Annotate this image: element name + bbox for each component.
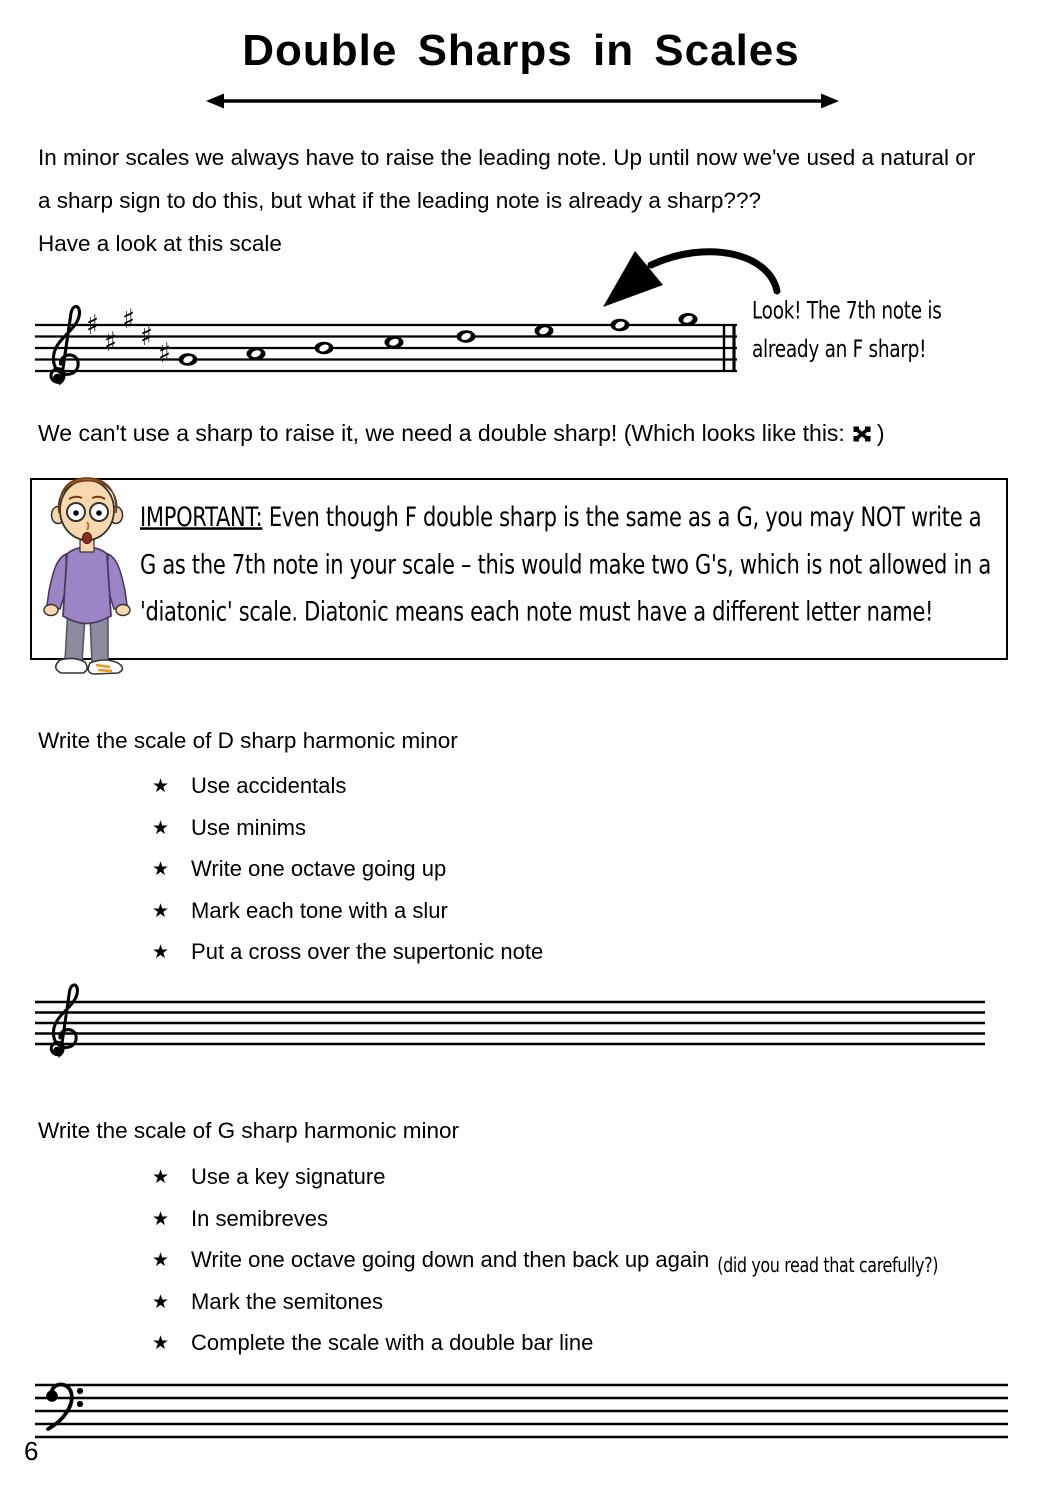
list-item	[152, 1290, 938, 1316]
list-item	[152, 816, 543, 842]
star-bullet-icon: ★	[152, 1291, 170, 1313]
sharp-icon: ♯	[122, 304, 136, 335]
bullet-text: Write one octave going down and then back up again	[191, 1247, 710, 1272]
star-bullet-icon: ★	[152, 776, 170, 797]
boy-hand-left	[44, 605, 58, 616]
bass-clef-icon	[46, 1384, 83, 1429]
bullet-text: Mark the semitones	[191, 1288, 384, 1314]
list-item	[152, 940, 543, 966]
bullet-text: Mark each tone with a slur	[191, 897, 448, 923]
sharp-icon: ♯	[86, 310, 100, 341]
star-bullet-icon: ★	[152, 859, 170, 880]
star-bullet-icon: ★	[152, 1333, 170, 1354]
list-item	[152, 774, 543, 800]
bullet-text: Put a cross over the supertonic note	[191, 939, 544, 964]
sentence-text: We can't use a sharp to raise it, we need a double sharp! (Which looks like this:	[38, 420, 845, 446]
staff-lines	[35, 1002, 985, 1044]
bullet-text: In semibreves	[191, 1205, 328, 1231]
lead-in-text: Have a look at this scale	[38, 231, 282, 256]
double-sharp-sentence	[38, 420, 1018, 447]
intro-paragraph: In minor scales we always have to raise the leading note. Up until now we've used a natural or a sharp sign to do this, but what if the leading note is already a sharp???	[38, 145, 976, 213]
list-item	[152, 857, 543, 883]
list-item	[152, 899, 543, 925]
list-item	[152, 1247, 939, 1277]
bullet-text: Write one octave going up	[191, 856, 447, 881]
boy-hand-right	[116, 605, 130, 616]
list-item	[152, 1207, 938, 1233]
important-label: IMPORTANT:	[140, 501, 263, 533]
sentence-text-close: )	[876, 420, 885, 446]
bullet-handwritten-note: (did you read that carefully?)	[717, 1252, 939, 1277]
boy-mouth	[83, 533, 92, 544]
list-item	[152, 1331, 938, 1357]
boy-pupil-right	[96, 510, 102, 516]
bullet-text: Complete the scale with a double bar line	[191, 1330, 594, 1355]
boy-shirt	[63, 547, 111, 623]
exercise-d-sharp-bullets	[152, 774, 543, 982]
bullet-text: Use a key signature	[191, 1164, 386, 1189]
important-text	[140, 494, 996, 628]
bullet-text: Use accidentals	[191, 773, 347, 798]
bullet-text: Use minims	[191, 814, 306, 840]
page-number: 6	[24, 1436, 39, 1466]
exercise-d-sharp-heading: Write the scale of D sharp harmonic minor	[38, 728, 458, 753]
sharp-icon: ♯	[158, 338, 172, 369]
title-underline-arrow-icon	[205, 92, 840, 110]
star-bullet-icon: ★	[152, 1208, 170, 1230]
answer-staff-bass	[30, 1372, 1015, 1452]
staff-lines	[35, 1385, 1008, 1437]
star-bullet-icon: ★	[152, 1250, 170, 1271]
sharp-icon: ♯	[104, 327, 118, 358]
boy-pupil-left	[73, 510, 79, 516]
answer-staff-treble	[30, 975, 990, 1075]
double-sharp-icon	[853, 426, 871, 442]
important-callout-box	[30, 478, 1008, 660]
sharp-icon: ♯	[140, 321, 154, 352]
page-title: Double Sharps in Scales	[242, 26, 800, 75]
list-item	[152, 1165, 938, 1191]
exercise-g-sharp-heading: Write the scale of G sharp harmonic minor	[38, 1118, 459, 1143]
handwritten-annotation	[752, 293, 972, 364]
surprised-boy-cartoon	[30, 458, 144, 678]
exercise-g-sharp-bullets	[152, 1165, 938, 1373]
star-bullet-icon: ★	[152, 817, 170, 839]
star-bullet-icon: ★	[152, 900, 170, 922]
important-body: Even though F double sharp is the same as a G, you may NOT write a G as the 7th note in your scale – this would make two G's, which is not allowed in a 'diatonic' scale. Diatonic means each note must have a different letter name!	[140, 501, 991, 628]
annotation-line1: Look! The 7th note is	[752, 298, 942, 325]
boy-shoe-left	[56, 658, 87, 673]
annotation-line2: already an F sharp!	[752, 336, 927, 364]
star-bullet-icon: ★	[152, 942, 170, 963]
star-bullet-icon: ★	[152, 1167, 170, 1188]
